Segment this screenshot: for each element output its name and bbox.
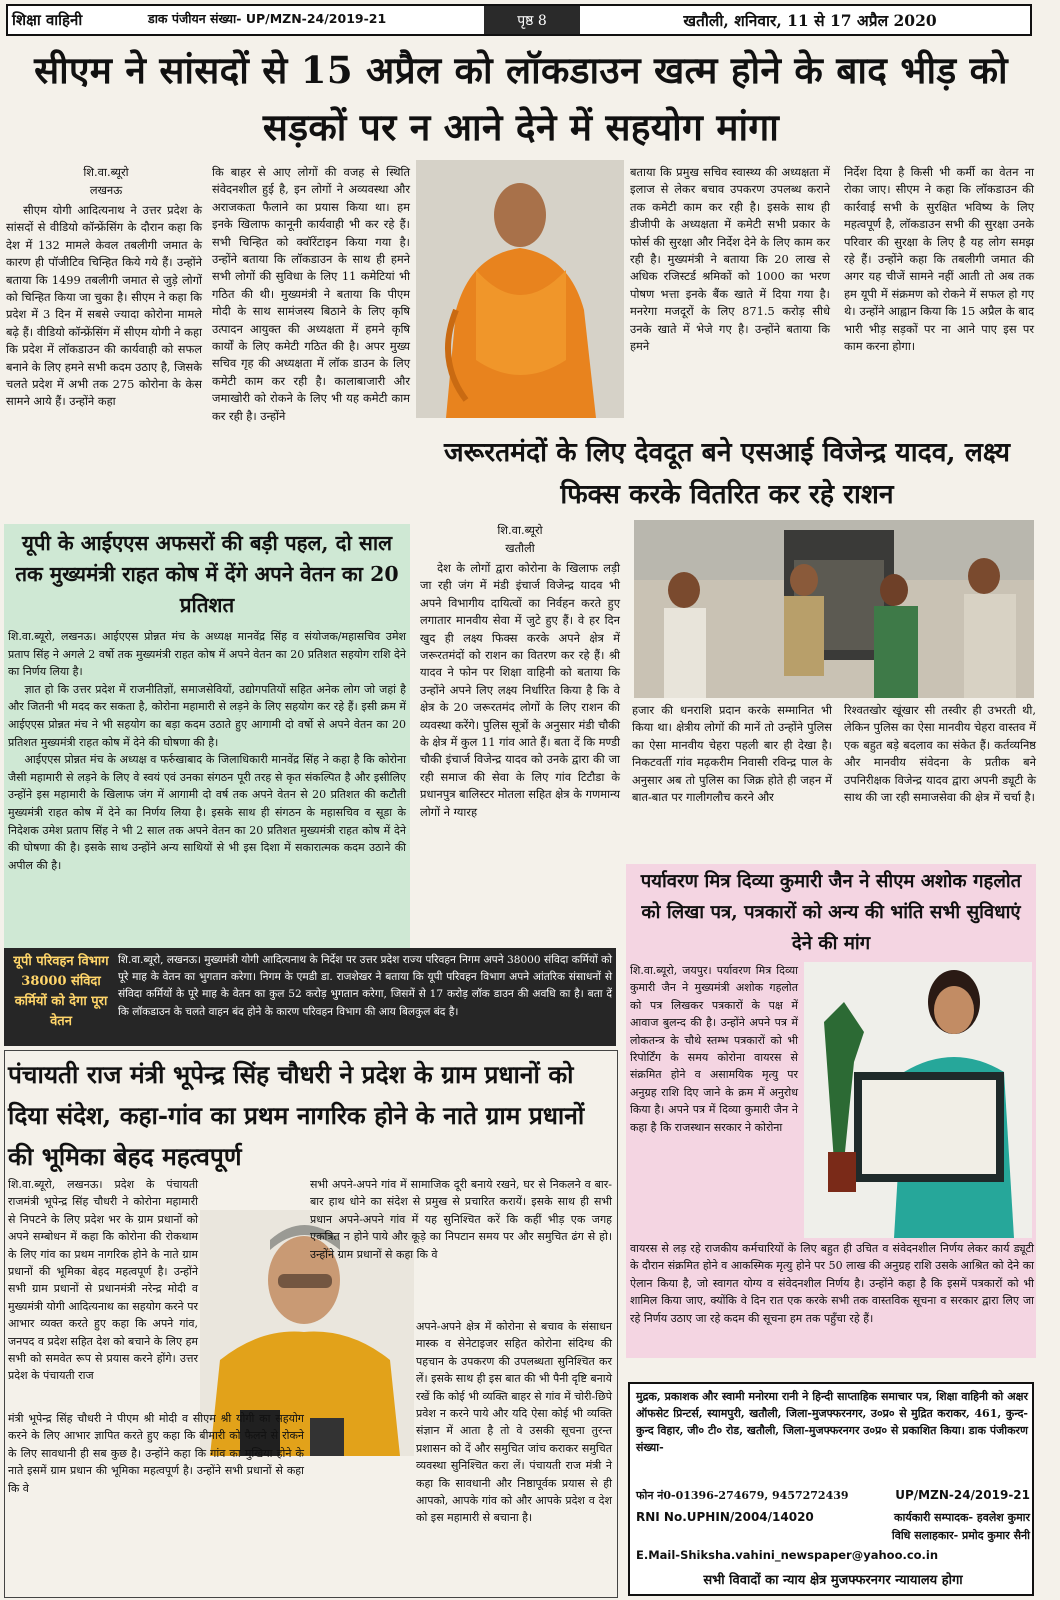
panchayat-column-1-top bbox=[8, 1176, 198, 1410]
ration-distribution-photo bbox=[634, 520, 1034, 698]
journalist-body-bottom bbox=[630, 1240, 1034, 1356]
ias-headline: यूपी के आईएएस अफसरों की बड़ी पहल, दो साल तक मुख्यमंत्री राहत कोष में देंगे अपने वेतन का 20 प्रतिशत bbox=[15, 531, 399, 617]
page-number: पृष्ठ 8 bbox=[517, 13, 547, 29]
lead-column-4 bbox=[844, 164, 1034, 426]
imprint-rni: RNI No.UPHIN/2004/14020 bbox=[636, 1510, 814, 1524]
panchayat-column-2-top-text: सभी अपने-अपने गांव में सामाजिक दूरी बनाये रखने, घर से निकलने व बार-बार हाथ धोने का संदेश से प्रमुख से प्रचारित करायें। इसके साथ ही सभी प्रधान अपने-अपने गांव में यह सुनिश्चित करें कि कहीं भीड़ एक जगह एकत्रित न होने पाये और कूड़े का निपटान समय पर और समुचित ढंग से हो। उन्होंने ग्राम प्रधानों से कहा कि वे bbox=[310, 1178, 612, 1261]
journalist-body-top bbox=[630, 962, 798, 1242]
imprint-legal-advisor: विधि सलाहकार- प्रमोद कुमार सैनी bbox=[891, 1529, 1030, 1542]
transport-label: यूपी परिवहन विभाग 38000 संविदा कर्मियों को देगा पूरा वेतन bbox=[13, 954, 109, 1029]
transport-body: शि.वा.ब्यूरो, लखनऊ। मुख्यमंत्री योगी आदित्यनाथ के निर्देश पर उत्तर प्रदेश राज्य परिवहन निगम अपने 38000 संविदा कर्मियों को पूरे माह के वेतन का भुगतान करेगा। निगम के एमडी डा. राजशेखर ने बताया कि यूपी परिवहन विभाग अपने आंतरिक संसाधनों से संविदा कर्मियों के पूरे माह के वेतन का कुल 52 करोड़ भुगतान करेगा, जिसमें से 17 करोड़ लॉक डाउन की अवधि का है। बता दें कि लॉकडाउन के चलते वाहन बंद होने के कारण परिवहन विभाग की आय बिलकुल बंद है। bbox=[118, 954, 612, 1018]
ias-body bbox=[8, 628, 406, 946]
journalist-headline: पर्यावरण मित्र दिव्या कुमारी जैन ने सीएम अशोक गहलोत को लिखा पत्र, पत्रकारों को अन्य की भांति सभी सुविधाएं देने की मांग bbox=[640, 871, 1022, 954]
imprint-text: मुद्रक, प्रकाशक और स्वामी मनोरमा रानी ने हिन्दी साप्ताहिक समाचार पत्र, शिक्षा वाहिनी को अक्षर ऑफसेट प्रिन्टर्स, स्यामपुरी, खतौली, जिला-मुजफ्फरनगर, उ०प्र० से मुद्रित कराकर, 461, कुन्द-कुन्द विहार, जी० टी० रोड, खतौली, जिला-मुजफ्फरनगर उ०प्र० से प्रकाशित किया। डाक पंजीकरण संख्या- bbox=[636, 1390, 1028, 1454]
relief-column-2-text: हजार की धनराशि प्रदान करके सम्मानित भी किया था। क्षेत्रीय लोगों की मानें तो उन्होंने पुलिस का ऐसा मानवीय चेहरा पहली बार ही देखा है। निकटवर्ती गांव मढ़करीम निवासी रविन्द्र पाल के अनुसार अब तो पुलिस का जिक्र होते ही जहन में बात-बात पर गालीगलौच करने और bbox=[632, 703, 832, 805]
ias-paragraph-2: ज्ञात हो कि उत्तर प्रदेश में राजनीतिज्ञों, समाजसेवियों, उद्योगपतियों सहित अनेक लोग जो जहां है और जितनी भी मदद कर सकता है, कोरोना महामारी से लड़ने के लिए सहयोग कर रहे हैं। इसी क्रम में आईएएस प्रोन्नत मंच ने भी सहयोग का बड़ा कदम उठाते हुए आगामी दो वर्षो से अपने वेतन का 20 प्रतिशत मुख्यमंत्री राहत कोष में देने की घोषणा की है। bbox=[8, 682, 406, 749]
masthead-postal-reg: डाक पंजीयन संख्या- UP/MZN-24/2019-21 bbox=[148, 11, 387, 26]
relief-headline: जरूरतमंदों के लिए देवदूत बने एसआई विजेन्द्र यादव, लक्ष्य फिक्स करके वितरित कर रहे राशन bbox=[443, 437, 1011, 510]
panchayat-column-1-bottom bbox=[8, 1410, 304, 1596]
masthead-paper-name: शिक्षा वाहिनी bbox=[12, 11, 83, 29]
lead-column-3 bbox=[630, 164, 830, 426]
relief-column-1-text: देश के लोगों द्वारा कोरोना के खिलाफ लड़ी जा रही जंग में मंडी इंचार्ज विजेन्द्र यादव भी अपने विभागीय दायित्वों का निर्वहन करते हुए लगातार मानवीय सेवा में जुटे हुए हैं। वे हर दिन खुद ही लक्ष्य फिक्स करके अपने क्षेत्र में जरूरतमंदों को राशन का वितरण कर रहे हैं। श्री यादव ने फोन पर शिक्षा वाहिनी को बताया कि उन्होंने अपने लिए लक्ष्य निर्धारित किया है कि वे क्षेत्र के 20 जरूरतमंद लोगों के लिए राशन की व्यवस्था करेंगे। पुलिस सूत्रों के अनुसार मंडी चौकी के क्षेत्र में कुल 11 गांव आते हैं। बता दें कि मण्डी चौकी इंचार्ज विजेन्द्र यादव को उनके द्वारा की जा रही समाज की सेवा के लिए गांव टिटौडा के प्रधानपुत्र बालिस्टर मोतला सहित क्षेत्र के गणमान्य लोगों ने ग्यारह bbox=[420, 561, 620, 819]
relief-column-1 bbox=[420, 560, 620, 946]
relief-column-3-text: रिश्वतखोर खूंखार सी तस्वीर ही उभरती थी, लेकिन पुलिस का ऐसा मानवीय चेहरा वास्तव में एक बहुत बड़े बदलाव का संकेत हैं। कर्तव्यनिष्ठ और मानवीय संवेदना के प्रतीक बने उपनिरीक्षक विजेन्द्र यादव द्वारा अपनी ड्यूटी के साथ की जा रही समाजसेवा की क्षेत्र में चर्चा है। bbox=[844, 703, 1036, 805]
lead-column-2-text: कि बाहर से आए लोगों की वजह से स्थिति संवेदनशील हुई है, इन लोगों ने अव्यवस्था और अराजकता फैलाने का प्रयास किया था। हम इनके खिलाफ कानूनी कार्यवाही भी कर रहे हैं। सभी चिन्हित को क्वॉरेंटाइन किया गया है। उन्होंने बताया कि लॉकडाउन के साथ ही हमने सभी लोगों की सुविधा के लिए 11 कमेटियां भी गठित की थी। मुख्यमंत्री ने बताया कि पीएम मोदी के साथ सामंजस्य बिठाने के लिए कृषि उत्पादन आयुक्त की अध्यक्षता में हमने कृषि कार्यों के लिए कमेटी गठित की है। अपर मुख्य सचिव गृह की अध्यक्षता में लॉक डाउन के लिए कमेटी काम कर रही है। कालाबाजारी और जमाखोरी को रोकने के लिए भी यह कमेटी काम कर रही है। उन्होंने bbox=[212, 165, 410, 423]
lead-headline: सीएम ने सांसदों से 15 अप्रैल को लॉकडाउन खत्म होने के बाद भीड़ को सड़कों पर न आने देने में सहयोग मांगा bbox=[34, 48, 1008, 149]
relief-dateline: खतौली bbox=[505, 541, 535, 555]
ias-paragraph-3: आईएएस प्रोन्नत मंच के अध्यक्ष व फर्रुखाबाद के जिलाधिकारी मानवेंद्र सिंह ने कहा है कि कोरोना जैसी महामारी से लड़ने के लिए वे स्वयं एवं उनका संगठन पूरी तरह से कृत संकल्पित है और इसीलिए उन्होंने इस महामारी के खिलाफ जंग में आगामी दो वर्ष तक अपने वेतन से 20 प्रतिशत की कटौती मुख्यमंत्री राहत कोष में देने का निर्णय लिया है। इसके साथ ही संगठन के महासचिव व सूडा के निदेशक उमेश प्रताप सिंह ने भी 2 साल तक अपने वेतन का 20 प्रतिशत मुख्यमंत्री राहत कोष में देने की घोषणा की है। इसके साथ उन्होंने अन्य साथियों से भी इस दिशा में सकारात्मक कदम उठाने की अपील की है। bbox=[8, 753, 406, 872]
journalist-body-top-text: शि.वा.ब्यूरो, जयपुर। पर्यावरण मित्र दिव्या कुमारी जैन ने मुख्यमंत्री अशोक गहलोत को पत्र लिखकर पत्रकारों के पक्ष में आवाज बुलन्द की है। उन्होंने अपने पत्र में लोकतन्त्र के चौथे स्तम्भ पत्रकारों को भी रिपोर्टिंग के समय कोरोना वायरस से संक्रमित होने व असामयिक मृत्यु पर अनुग्रह राशि दिए जाने के क्रम में अनुरोध किया है। अपने पत्र में दिव्या कुमारी जैन ने कहा है कि राजस्थान सरकार ने कोरोना bbox=[630, 964, 798, 1134]
cm-yogi-photo bbox=[416, 160, 624, 418]
panchayat-column-2-bottom-text: अपने-अपने क्षेत्र में कोरोना से बचाव के संसाधन मास्क व सेनेटाइजर सहित कोरोना संदिग्ध की पहचान के उपकरण की उपलब्धता सुनिश्चित कर लें। इसके साथ ही इस बात की भी पैनी दृष्टि बनाये रखें कि कोई भी व्यक्ति बाहर से गांव में चोरी-छिपे प्रवेश न करने पाये और यदि ऐसा कोई भी व्यक्ति संज्ञान में आता है तो वे उसकी सूचना तुरन्त प्रशासन को दें और समुचित जांच कराकर समुचित व्यवस्था सुनिश्चित करा लें। पंचायती राज मंत्री ने कहा कि सावधानी और निष्ठापूर्वक प्रयास से ही आपको, आपके गांव को और आपके प्रदेश व देश को इस महामारी से बचाना है। bbox=[416, 1320, 612, 1525]
lead-byline: शि.वा.ब्यूरो bbox=[83, 165, 129, 179]
imprint-phone: फोन नं0-01396-274679, 9457272439 bbox=[636, 1489, 849, 1502]
lead-column-4-text: निर्देश दिया है किसी भी कर्मी का वेतन ना रोका जाए। सीएम ने कहा कि लॉकडाउन की कार्रवाई सभी के सुरक्षित भविष्य के लिए महत्वपूर्ण है, लॉकडाउन सभी की सुरक्षा उनके परिवार की सुरक्षा के लिए है यह लोग समझ रहे हैं। उन्होंने कहा कि तबलीगी जमात की अगर यह चीजें सामने नहीं आती तो अब तक हम यूपी में संक्रमण को रोकने में सफल हो गए थे। उन्होंने आह्वान किया कि 15 अप्रैल के बाद भारी भीड़ सड़कों पर ना आने पाए इस पर काम करना होगा। bbox=[844, 165, 1034, 354]
relief-column-2 bbox=[632, 702, 832, 862]
lead-column-2 bbox=[212, 164, 410, 524]
lead-dateline: लखनऊ bbox=[89, 183, 123, 197]
panchayat-column-1-bottom-text: मंत्री भूपेन्द्र सिंह चौधरी ने पीएम श्री मोदी व सीएम श्री योगी का सहयोग करने के लिए आभार ज्ञापित करते हुए कहा कि बीमारी को फैलने से रोकने के लिए सावधानी ही सब कुछ है। उन्होंने कहा कि गांव का मुखिया होने के नाते इसमें ग्राम प्रधान की भूमिका महत्वपूर्ण है। उन्होंने सभी प्रधानों से कहा कि वे bbox=[8, 1412, 304, 1495]
panchayat-headline: पंचायती राज मंत्री भूपेन्द्र सिंह चौधरी ने प्रदेश के ग्राम प्रधानों को दिया संदेश, कहा-गांव का प्रथम नागरिक होने के नाते ग्राम प्रधानों की भूमिका बेहद महत्वपूर्ण bbox=[8, 1060, 585, 1171]
journalist-body-bottom-text: वायरस से लड़ रहे राजकीय कर्मचारियों के लिए बहुत ही उचित व संवेदनशील निर्णय लेकर कार्य ड्यूटी के दौरान संक्रमित होने व आकस्मिक मृत्यु होने पर 50 लाख की अनुग्रह राशि उसके आश्रित को देने का ऐलान किया है, जो स्वागत योग्य व संवेदनशील निर्णय है। उन्होंने कहा है कि इसमें पत्रकारों को भी शामिल किया जाए, क्योंकि वे दिन रात एक करके सभी तक वास्तविक सूचना व सरकार द्वारा लिए जा रहे निर्णय उठाए जा रहे कदम की सूचना हम तक पहुँचा रहे हैं। bbox=[630, 1242, 1034, 1325]
imprint-reg: UP/MZN-24/2019-21 bbox=[895, 1488, 1030, 1502]
panchayat-column-2-bottom bbox=[416, 1318, 612, 1525]
imprint-email: E.Mail-Shiksha.vahini_newspaper@yahoo.co.in bbox=[636, 1548, 939, 1562]
masthead-date: खतौली, शनिवार, 11 से 17 अप्रैल 2020 bbox=[683, 11, 937, 30]
lead-column-1 bbox=[6, 202, 202, 524]
lead-column-3-text: बताया कि प्रमुख सचिव स्वास्थ्य की अध्यक्षता में इलाज से लेकर बचाव उपकरण उपलब्ध कराने तक कमेटी काम कर रही है। इसके साथ ही डीजीपी के अध्यक्षता में कमेटी सभी प्रकार के फोर्स की सुरक्षा और निर्देश देने के लिए काम कर रही है। मुख्यमंत्री ने बताया कि 20 लाख से अधिक रजिस्टर्ड श्रमिकों को 1000 का भरण पोषण भत्ता इनके बैंक खाते में दिया गया है। मनरेगा मजदूरों के लिए 871.5 करोड़ सीधे उनके खाते में भेजे गए है। उन्होंने बताया कि हमने bbox=[630, 165, 830, 354]
ias-paragraph-1: शि.वा.ब्यूरो, लखनऊ। आईएएस प्रोन्नत मंच के अध्यक्ष मानवेंद्र सिंह व संयोजक/महासचिव उमेश प्रताप सिंह ने अगले 2 वर्षो तक मुख्यमंत्री राहत कोष में अपने वेतन का 20 प्रतिशत सहयोग राशि देने का निर्णय लिया है। bbox=[8, 630, 406, 679]
panchayat-column-2-top bbox=[310, 1176, 612, 1316]
imprint-exec-editor: कार्यकारी सम्पादक- हवलेश कुमार bbox=[894, 1511, 1030, 1524]
relief-byline: शि.वा.ब्यूरो bbox=[497, 523, 543, 537]
divya-kumari-jain-photo bbox=[804, 962, 1032, 1238]
relief-column-3 bbox=[844, 702, 1036, 862]
imprint-jurisdiction: सभी विवादों का न्याय क्षेत्र मुजफ्फरनगर न्यायालय होगा bbox=[703, 1573, 963, 1588]
panchayat-column-1-top-text: शि.वा.ब्यूरो, लखनऊ। प्रदेश के पंचायती राजमंत्री भूपेन्द्र सिंह चौधरी ने कोरोना महामारी से निपटने के लिए प्रदेश भर के ग्राम प्रधानों को अपने सम्बोधन में कहा कि कोरोना की रोकथाम के लिए गांव का प्रथम नागरिक होने के नाते ग्राम प्रधानों की भूमिका बेहद महत्वपूर्ण है। उन्होंने सभी ग्राम प्रधानों से प्रधानमंत्री नरेन्द्र मोदी व मुख्यमंत्री योगी आदित्यनाथ का सहयोग करने पर आभार व्यक्त करते हुए कहा कि अपने गांव, जनपद व प्रदेश सहित देश को बचाने के लिए हम सभी को समवेत रूप से प्रयास करने होंगे। उत्तर प्रदेश के पंचायती राज bbox=[8, 1178, 199, 1383]
lead-column-1-text: सीएम योगी आदित्यनाथ ने उत्तर प्रदेश के सांसदों से वीडियो कॉन्फ्रेंसिंग के दौरान कहा कि देश में 132 मामले केवल तबलीगी जमात के कारण ही पॉजीटिव चिन्हित किये गये हैं। उन्होंने बताया कि 1499 तबलीगी जमात से जुड़े लोगों को चिन्हित किया जा चुका है। सीएम ने कहा कि प्रदेश में 3 दिन में सबसे ज्यादा कोरोना मामले बढ़े हैं। वीडियो कॉन्फ्रेंसिंग में सीएम योगी ने कहा कि प्रदेश में लॉकडाउन की कार्यवाही को सफल बनाने के लिए हमने सभी कदम उठाए है, जिसके चलते प्रदेश में अभी तक 275 कोरोना के केस सामने आये हैं। उन्होंने कहा bbox=[6, 203, 202, 409]
